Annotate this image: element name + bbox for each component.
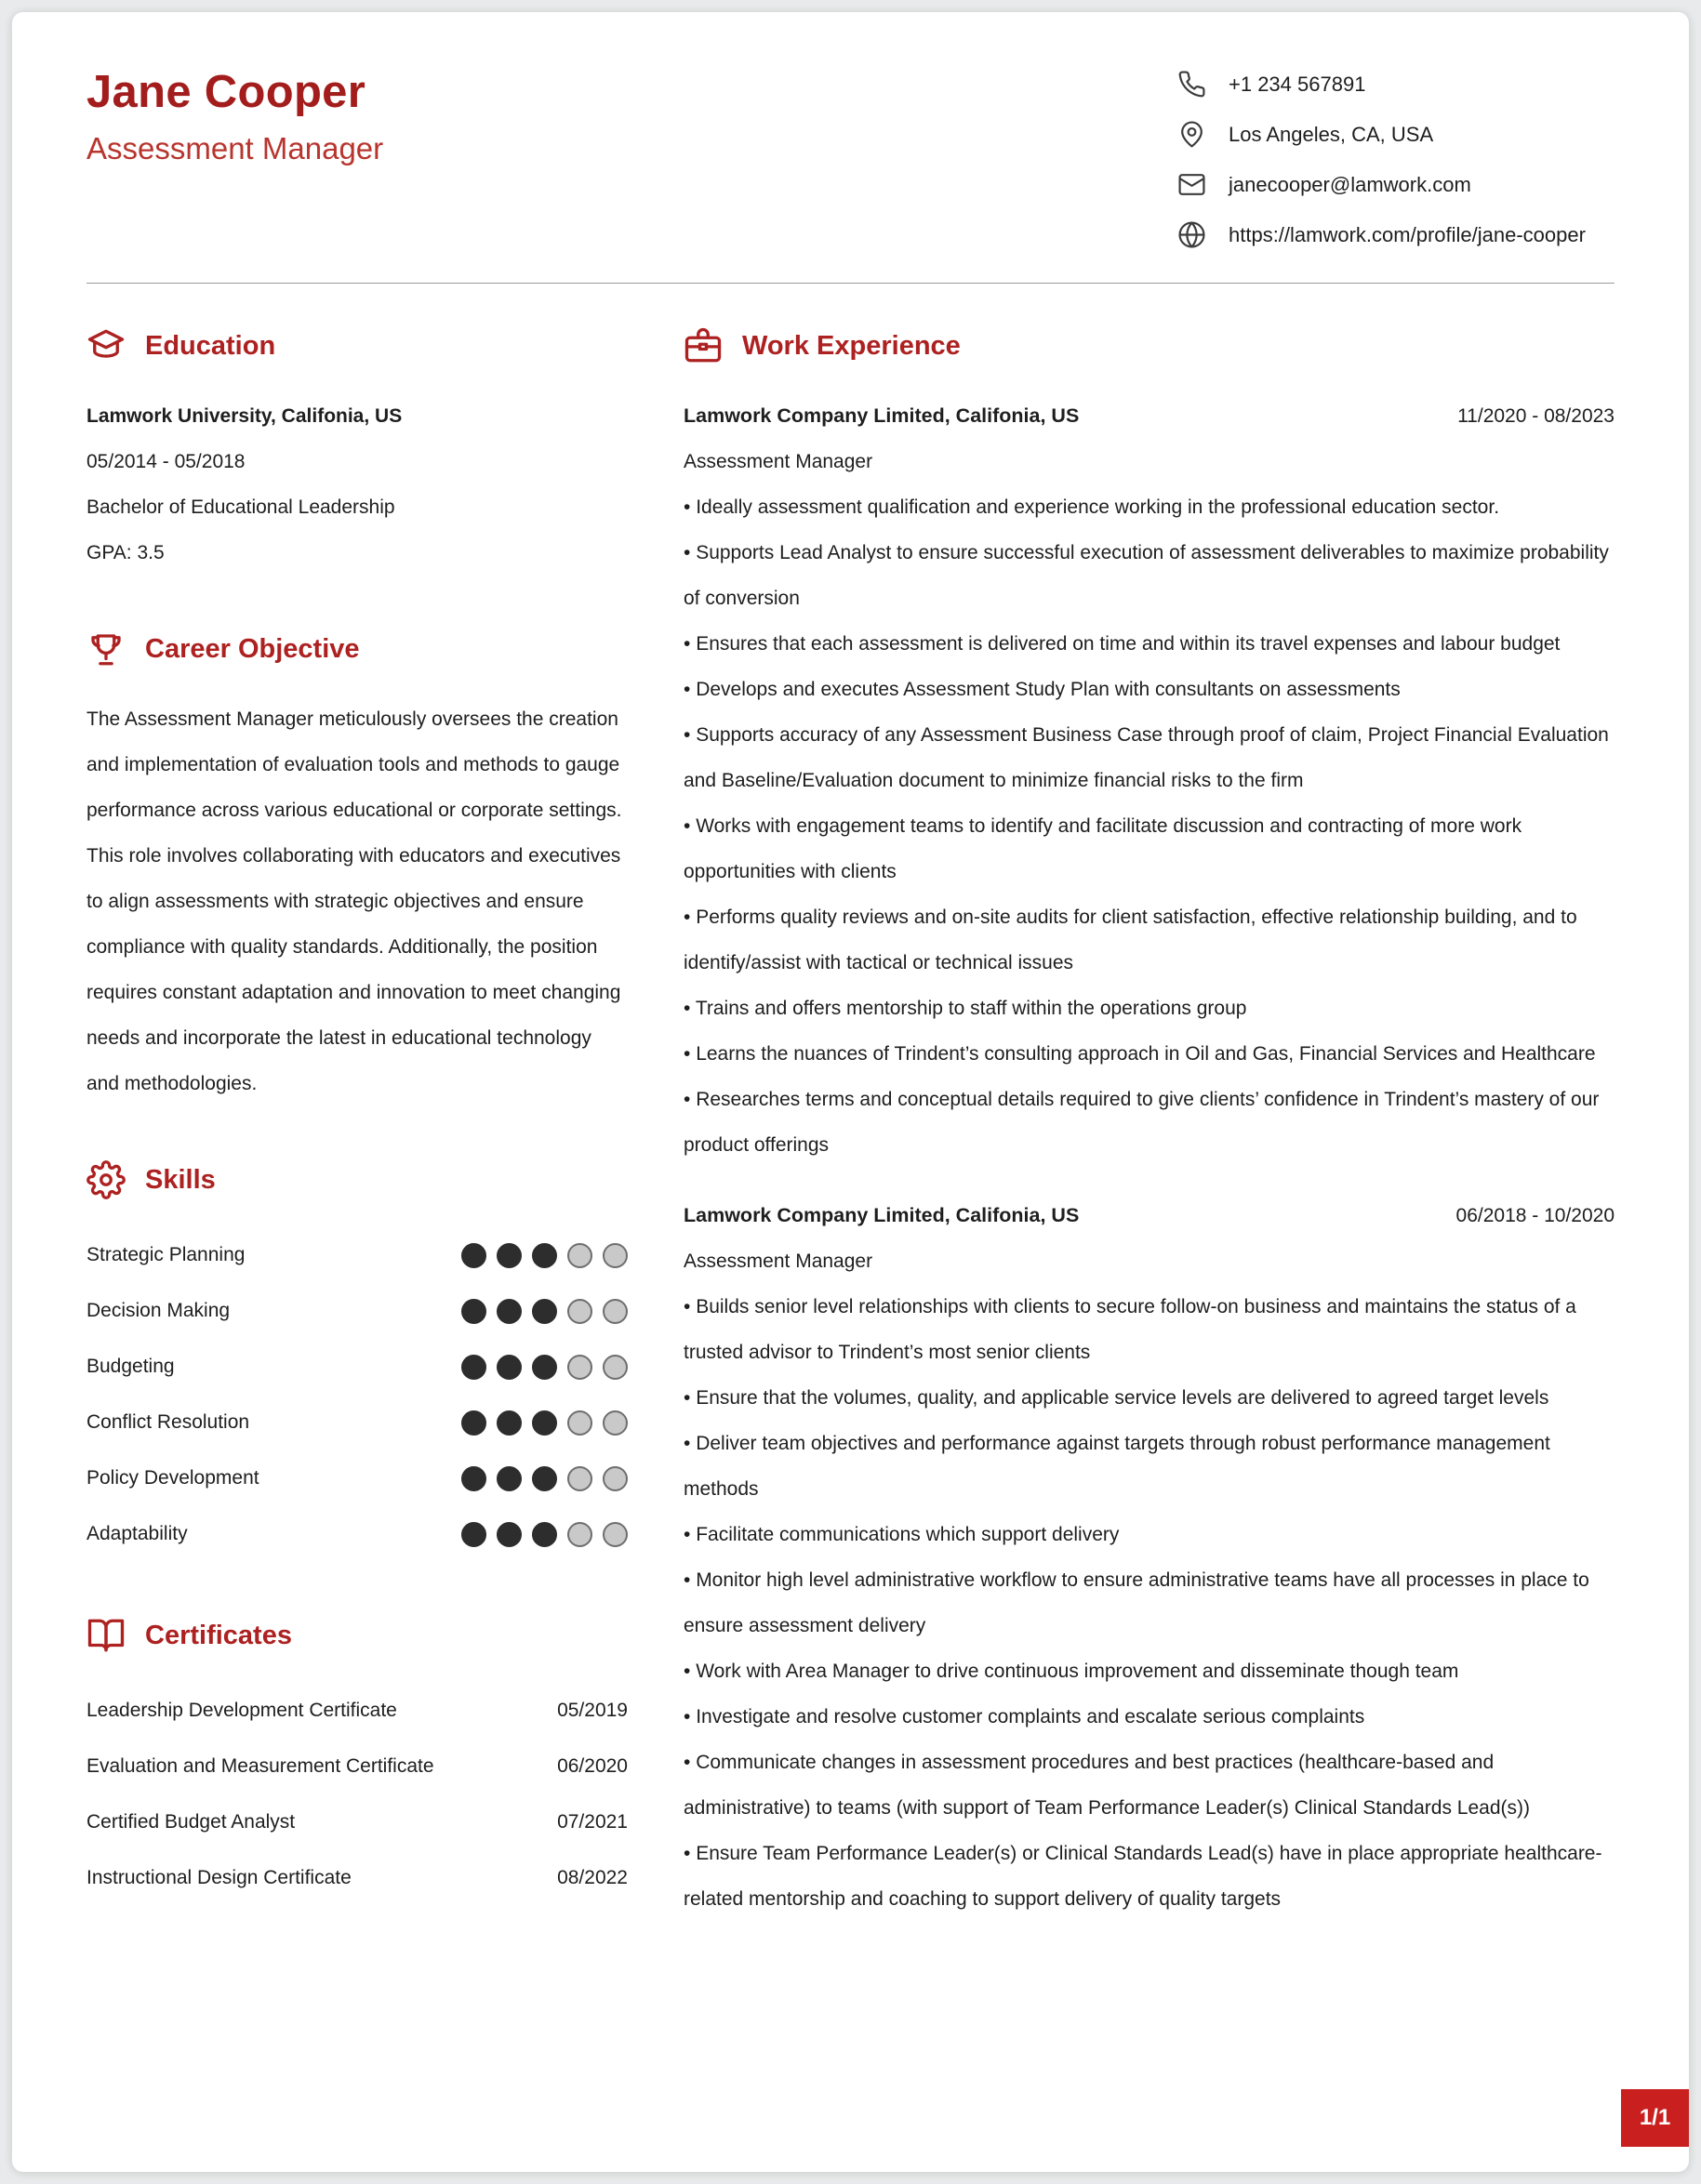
contact-location [1177, 120, 1615, 149]
job-bullet: • Ensure Team Performance Leader(s) or Clinical Standards Lead(s) have in place appropriate healthcare-related mentorship and coaching to support delivery of quality targets [684, 1831, 1615, 1922]
certificates-section [86, 1616, 628, 1906]
job-header [684, 393, 1615, 439]
right-column [684, 326, 1615, 1976]
main-content [86, 326, 1615, 1976]
skill-name: Adaptability [86, 1523, 188, 1544]
certificate-date: 05/2019 [557, 1700, 628, 1721]
skill-name: Policy Development [86, 1467, 259, 1489]
skill-dot [497, 1522, 522, 1547]
certificate-date: 08/2022 [557, 1867, 628, 1888]
trophy-icon [86, 629, 126, 668]
header-divider [86, 283, 1615, 284]
job-dates: 06/2018 - 10/2020 [1455, 1205, 1615, 1226]
contact-website [1177, 220, 1615, 249]
name-block [86, 66, 383, 166]
skill-level-dots [461, 1243, 628, 1268]
contact-email [1177, 170, 1615, 199]
skill-row [86, 1339, 628, 1395]
skills-section-title: Skills [145, 1164, 216, 1195]
education-school: Lamwork University, Califonia, US [86, 405, 403, 427]
job-bullet: • Ensure that the volumes, quality, and applicable service levels are delivered to agreed target levels [684, 1375, 1615, 1421]
skill-dot [497, 1355, 522, 1380]
education-degree: Bachelor of Educational Leadership [86, 496, 395, 518]
skill-level-dots [461, 1466, 628, 1491]
job-bullet: • Works with engagement teams to identify and facilitate discussion and contracting of more work opportunities with clients [684, 803, 1615, 894]
work-experience-section [684, 326, 1615, 1922]
career-objective-section [86, 629, 628, 1106]
person-job-title: Assessment Manager [86, 131, 384, 165]
job-bullets [684, 484, 1615, 1168]
person-name: Jane Cooper [86, 67, 366, 117]
job-entry [684, 1193, 1615, 1922]
gear-icon [86, 1160, 126, 1199]
skill-dot [461, 1410, 486, 1436]
job-bullet: • Learns the nuances of Trindent’s consulting approach in Oil and Gas, Financial Services and Healthcare [684, 1031, 1615, 1077]
skill-dot [461, 1522, 486, 1547]
job-bullet: • Supports accuracy of any Assessment Business Case through proof of claim, Project Financial Evaluation and Baseline/Evaluation document to minimize financial risks to the firm [684, 712, 1615, 803]
contact-phone [1177, 70, 1615, 99]
skill-level-dots [461, 1299, 628, 1324]
skill-level-dots [461, 1522, 628, 1547]
skill-row [86, 1506, 628, 1562]
contact-location-text: Los Angeles, CA, USA [1229, 122, 1434, 146]
phone-icon [1177, 70, 1206, 99]
job-bullet: • Monitor high level administrative workflow to ensure administrative teams have all processes in place to ensure assessment delivery [684, 1557, 1615, 1648]
contact-website-text[interactable]: https://lamwork.com/profile/jane-cooper [1229, 222, 1586, 246]
job-company: Lamwork Company Limited, Califonia, US [684, 404, 1080, 427]
job-role: Assessment Manager [684, 451, 873, 472]
job-role: Assessment Manager [684, 1251, 873, 1272]
skill-dot [603, 1466, 628, 1491]
skill-name: Budgeting [86, 1356, 175, 1377]
skill-dot [567, 1522, 592, 1547]
certificate-row [86, 1739, 628, 1794]
skill-name: Conflict Resolution [86, 1411, 250, 1433]
skill-dot [567, 1466, 592, 1491]
work-experience-heading [684, 326, 1615, 365]
skill-row [86, 1283, 628, 1339]
career-objective-text: The Assessment Manager meticulously oversees the creation and implementation of evaluation tools and methods to gauge performance across various educational or corporate settings. This role involves collaborating with educators and executives to align assessments with strategic objectives and ensure compliance with quality standards. Additionally, the position requires constant adaptation and innovation to meet changing needs and incorporate the latest in educational technology and methodologies. [86, 708, 622, 1094]
skill-dot [603, 1243, 628, 1268]
skill-dot [532, 1355, 557, 1380]
work-experience-section-title: Work Experience [742, 330, 961, 361]
skill-dot [567, 1410, 592, 1436]
skill-dot [461, 1466, 486, 1491]
resume-page [12, 12, 1689, 2172]
job-bullet: • Supports Lead Analyst to ensure successful execution of assessment deliverables to maximize probability of conversion [684, 530, 1615, 621]
open-book-icon [86, 1616, 126, 1655]
skill-name: Strategic Planning [86, 1244, 246, 1265]
briefcase-icon [684, 326, 723, 365]
skill-row [86, 1227, 628, 1283]
skill-dot [567, 1355, 592, 1380]
skill-level-dots [461, 1355, 628, 1380]
skill-dot [497, 1299, 522, 1324]
career-objective-heading [86, 629, 628, 668]
skill-level-dots [461, 1410, 628, 1436]
skill-dot [461, 1243, 486, 1268]
job-header [684, 1193, 1615, 1238]
skill-dot [603, 1522, 628, 1547]
job-bullet: • Investigate and resolve customer complaints and escalate serious complaints [684, 1694, 1615, 1740]
job-bullet: • Performs quality reviews and on-site audits for client satisfaction, effective relationship building, and to identify/assist with tactical or technical issues [684, 894, 1615, 986]
contact-email-text[interactable]: janecooper@lamwork.com [1229, 172, 1471, 196]
certificate-name: Certified Budget Analyst [86, 1811, 296, 1833]
skill-dot [497, 1243, 522, 1268]
graduation-cap-icon [86, 326, 126, 365]
education-heading [86, 326, 628, 365]
job-bullet: • Facilitate communications which support delivery [684, 1512, 1615, 1557]
location-pin-icon [1177, 120, 1206, 149]
certificate-date: 07/2021 [557, 1811, 628, 1833]
skill-name: Decision Making [86, 1300, 231, 1321]
education-gpa: GPA: 3.5 [86, 542, 165, 563]
jobs-list [684, 393, 1615, 1922]
skills-heading [86, 1160, 628, 1199]
left-column [86, 326, 628, 1976]
skill-dot [497, 1410, 522, 1436]
job-company: Lamwork Company Limited, Califonia, US [684, 1204, 1080, 1226]
skill-dot [497, 1466, 522, 1491]
contact-info [1177, 70, 1615, 249]
job-dates: 11/2020 - 08/2023 [1457, 405, 1615, 427]
job-bullet: • Researches terms and conceptual details required to give clients’ confidence in Trindent’s mastery of our product offerings [684, 1077, 1615, 1168]
certificates-section-title: Certificates [145, 1620, 292, 1650]
career-objective-section-title: Career Objective [145, 633, 360, 664]
skill-row [86, 1395, 628, 1450]
job-bullet: • Communicate changes in assessment procedures and best practices (healthcare-based and administrative) to teams (with support of Team Performance Leader(s) Clinical Standards Lead(s)) [684, 1740, 1615, 1831]
certificates-list [86, 1683, 628, 1906]
certificates-heading [86, 1616, 628, 1655]
job-bullet: • Builds senior level relationships with clients to secure follow-on business and maintains the status of a trusted advisor to Trindent’s most senior clients [684, 1284, 1615, 1375]
skill-dot [567, 1243, 592, 1268]
education-dates: 05/2014 - 05/2018 [86, 451, 246, 472]
skills-list [86, 1227, 628, 1562]
certificate-name: Leadership Development Certificate [86, 1700, 397, 1721]
skill-dot [603, 1299, 628, 1324]
certificate-row [86, 1850, 628, 1906]
skill-dot [532, 1410, 557, 1436]
skill-dot [567, 1299, 592, 1324]
skill-row [86, 1450, 628, 1506]
job-bullet: • Work with Area Manager to drive continuous improvement and disseminate though team [684, 1648, 1615, 1694]
job-bullet: • Deliver team objectives and performance against targets through robust performance management methods [684, 1421, 1615, 1512]
skill-dot [532, 1299, 557, 1324]
contact-phone-text: +1 234 567891 [1229, 72, 1366, 96]
job-bullets [684, 1284, 1615, 1922]
education-section [86, 326, 628, 576]
job-bullet: • Ideally assessment qualification and experience working in the professional education sector. [684, 484, 1615, 530]
skills-section [86, 1160, 628, 1562]
job-bullet: • Trains and offers mentorship to staff within the operations group [684, 986, 1615, 1031]
skill-dot [461, 1299, 486, 1324]
skill-dot [532, 1466, 557, 1491]
certificate-date: 06/2020 [557, 1755, 628, 1777]
skill-dot [532, 1522, 557, 1547]
skill-dot [532, 1243, 557, 1268]
header [86, 66, 1615, 249]
certificate-row [86, 1683, 628, 1739]
certificate-name: Evaluation and Measurement Certificate [86, 1755, 434, 1777]
job-entry [684, 393, 1615, 1168]
page-indicator-badge: 1/1 [1621, 2089, 1689, 2147]
email-icon [1177, 170, 1206, 199]
certificate-name: Instructional Design Certificate [86, 1867, 352, 1888]
education-section-title: Education [145, 330, 276, 361]
certificate-row [86, 1794, 628, 1850]
skill-dot [603, 1410, 628, 1436]
globe-icon [1177, 220, 1206, 249]
skill-dot [603, 1355, 628, 1380]
skill-dot [461, 1355, 486, 1380]
job-bullet: • Ensures that each assessment is delivered on time and within its travel expenses and labour budget [684, 621, 1615, 667]
job-bullet: • Develops and executes Assessment Study Plan with consultants on assessments [684, 667, 1615, 712]
